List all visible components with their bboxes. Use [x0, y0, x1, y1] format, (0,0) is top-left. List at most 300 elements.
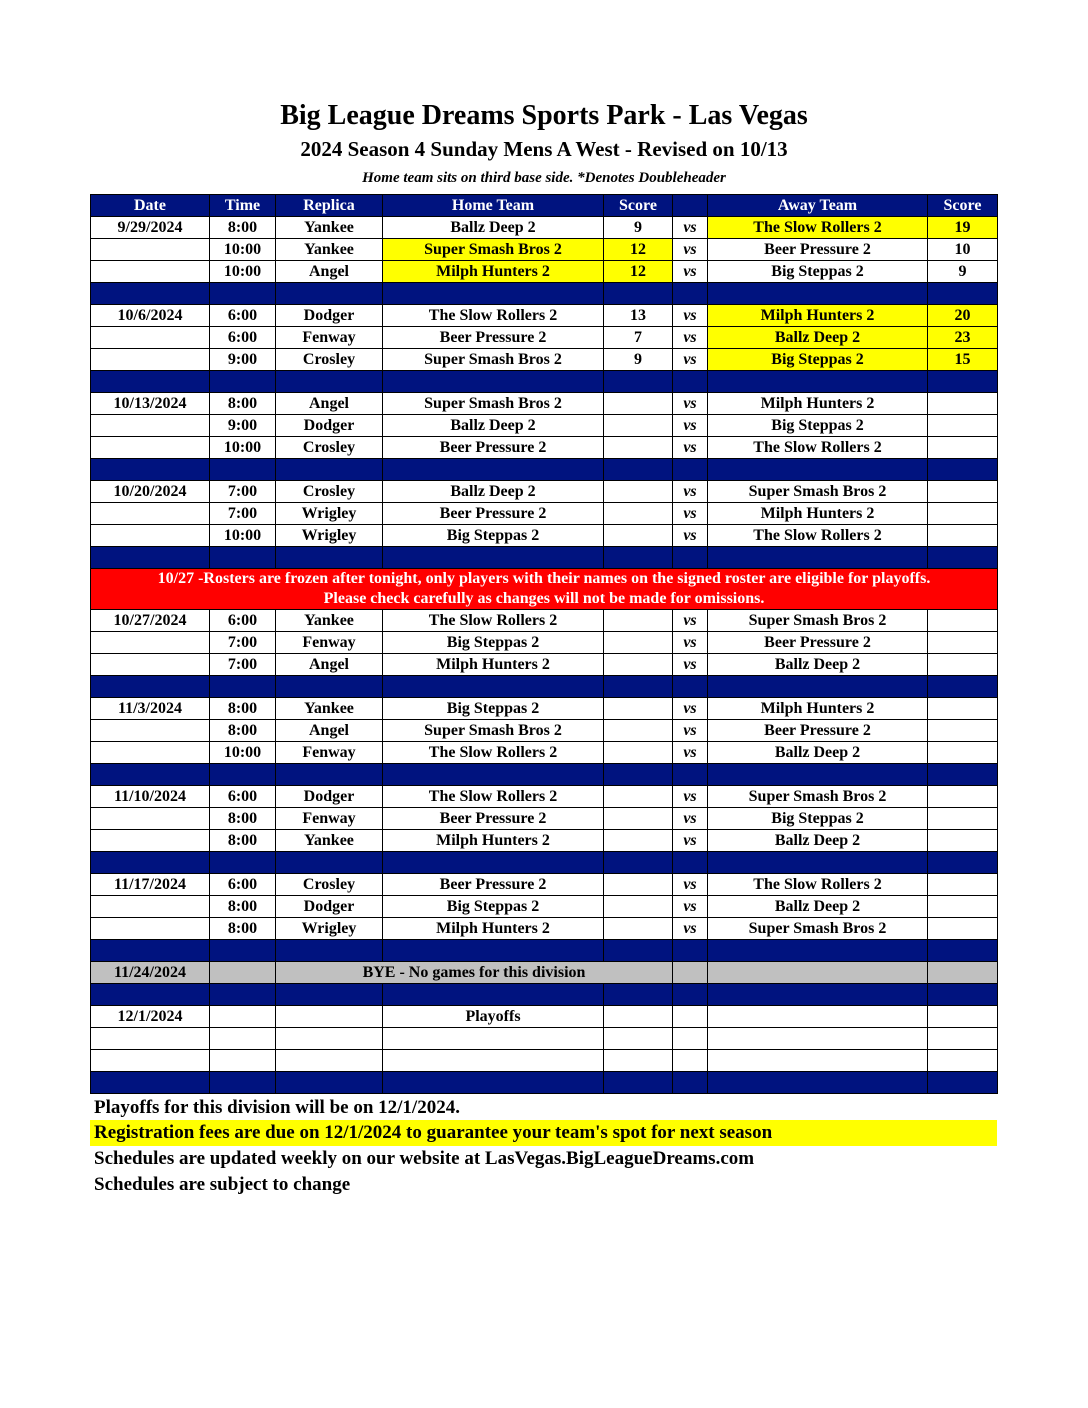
time-cell: 7:00 [210, 481, 276, 503]
empty-cell [928, 371, 998, 393]
away-score-cell [928, 437, 998, 459]
home-score-cell: 13 [604, 305, 673, 327]
home-score-cell [604, 896, 673, 918]
empty-cell [210, 1072, 276, 1094]
home-team-cell: Big Steppas 2 [383, 632, 604, 654]
week-separator-row [91, 676, 998, 698]
empty-cell [210, 283, 276, 305]
away-score-cell [928, 786, 998, 808]
vs-cell: vs [673, 437, 708, 459]
week-separator-row [91, 852, 998, 874]
away-score-cell: 9 [928, 261, 998, 283]
away-score-cell: 15 [928, 349, 998, 371]
empty-cell [91, 547, 210, 569]
vs-cell: vs [673, 217, 708, 239]
home-score-cell [604, 808, 673, 830]
empty-cell [928, 547, 998, 569]
empty-cell [383, 940, 604, 962]
home-score-cell [604, 503, 673, 525]
empty-cell [276, 371, 383, 393]
away-score-cell [928, 896, 998, 918]
time-cell: 8:00 [210, 896, 276, 918]
schedule-note: Home team sits on third base side. *Denotes Doubleheader [362, 170, 726, 186]
empty-cell [928, 962, 998, 984]
vs-cell: vs [673, 610, 708, 632]
vs-cell: vs [673, 808, 708, 830]
col-header-replica: Replica [276, 195, 383, 217]
vs-cell: vs [673, 632, 708, 654]
empty-cell [210, 1050, 276, 1072]
col-header-date: Date [91, 195, 210, 217]
week-separator-row [91, 371, 998, 393]
empty-cell [673, 283, 708, 305]
away-score-cell [928, 632, 998, 654]
empty-cell [673, 1072, 708, 1094]
home-team-cell: Big Steppas 2 [383, 896, 604, 918]
empty-cell [383, 764, 604, 786]
empty-cell [673, 764, 708, 786]
game-row [91, 239, 998, 261]
notice-line-1: 10/27 -Rosters are frozen after tonight, only players with their names on the signed roster are eligible for playoffs. [157, 570, 931, 587]
time-cell: 6:00 [210, 610, 276, 632]
away-team-cell: Milph Hunters 2 [708, 393, 928, 415]
home-score-cell [604, 698, 673, 720]
game-row [91, 481, 998, 503]
empty-cell [708, 1072, 928, 1094]
away-score-cell [928, 918, 998, 940]
change-note: Schedules are subject to change [94, 1174, 351, 1195]
blank-row [91, 1028, 998, 1050]
empty-cell [604, 1050, 673, 1072]
empty-cell [383, 459, 604, 481]
empty-cell [210, 1028, 276, 1050]
empty-cell [928, 940, 998, 962]
away-team-cell: Ballz Deep 2 [708, 654, 928, 676]
empty-cell [276, 547, 383, 569]
empty-cell [210, 984, 276, 1006]
replica-cell: Fenway [276, 632, 383, 654]
away-team-cell: The Slow Rollers 2 [708, 217, 928, 239]
date-cell: 10/13/2024 [91, 393, 210, 415]
date-cell [91, 896, 210, 918]
vs-cell: vs [673, 786, 708, 808]
away-team-cell: Beer Pressure 2 [708, 239, 928, 261]
empty-cell [673, 676, 708, 698]
empty-cell [276, 1006, 383, 1028]
date-cell: 11/24/2024 [91, 962, 210, 984]
date-cell: 11/17/2024 [91, 874, 210, 896]
empty-cell [673, 459, 708, 481]
empty-cell [708, 962, 928, 984]
home-team-cell: Super Smash Bros 2 [383, 393, 604, 415]
empty-cell [708, 1028, 928, 1050]
date-cell [91, 830, 210, 852]
playoffs-row [91, 1006, 998, 1028]
empty-cell [928, 852, 998, 874]
empty-cell [928, 984, 998, 1006]
time-cell: 8:00 [210, 918, 276, 940]
vs-cell: vs [673, 698, 708, 720]
replica-cell: Yankee [276, 239, 383, 261]
date-cell [91, 632, 210, 654]
game-row [91, 305, 998, 327]
empty-cell [91, 1050, 210, 1072]
time-cell: 8:00 [210, 393, 276, 415]
away-team-cell: Super Smash Bros 2 [708, 786, 928, 808]
date-cell: 10/20/2024 [91, 481, 210, 503]
away-score-cell [928, 503, 998, 525]
home-team-cell: Ballz Deep 2 [383, 217, 604, 239]
date-cell: 12/1/2024 [91, 1006, 210, 1028]
replica-cell: Yankee [276, 610, 383, 632]
away-score-cell: 10 [928, 239, 998, 261]
home-team-cell: Beer Pressure 2 [383, 874, 604, 896]
vs-cell: vs [673, 918, 708, 940]
empty-cell [91, 1028, 210, 1050]
game-row [91, 874, 998, 896]
replica-cell: Dodger [276, 786, 383, 808]
empty-cell [383, 1072, 604, 1094]
date-cell [91, 918, 210, 940]
game-row [91, 393, 998, 415]
home-team-cell: Milph Hunters 2 [383, 830, 604, 852]
home-team-cell: Super Smash Bros 2 [383, 349, 604, 371]
empty-cell [276, 1028, 383, 1050]
vs-cell: vs [673, 830, 708, 852]
away-team-cell: Super Smash Bros 2 [708, 481, 928, 503]
schedule-body [91, 217, 998, 1094]
empty-cell [928, 1072, 998, 1094]
replica-cell: Dodger [276, 896, 383, 918]
empty-cell [91, 676, 210, 698]
empty-cell [604, 283, 673, 305]
col-header-vs [673, 195, 708, 217]
home-score-cell: 9 [604, 349, 673, 371]
registration-note: Registration fees are due on 12/1/2024 to guarantee your team's spot for next season [90, 1120, 997, 1146]
empty-cell [383, 1050, 604, 1072]
time-cell: 10:00 [210, 239, 276, 261]
time-cell: 6:00 [210, 327, 276, 349]
away-team-cell: Ballz Deep 2 [708, 830, 928, 852]
empty-cell [210, 852, 276, 874]
date-cell [91, 808, 210, 830]
home-score-cell [604, 742, 673, 764]
empty-cell [928, 283, 998, 305]
empty-cell [673, 547, 708, 569]
empty-cell [673, 1006, 708, 1028]
time-cell: 9:00 [210, 349, 276, 371]
empty-cell [210, 371, 276, 393]
empty-cell [210, 1006, 276, 1028]
empty-cell [276, 764, 383, 786]
empty-cell [673, 940, 708, 962]
week-separator-row [91, 940, 998, 962]
time-cell: 9:00 [210, 415, 276, 437]
week-separator-row [91, 984, 998, 1006]
notice-line-2: Please check carefully as changes will not be made for omissions. [323, 590, 765, 607]
home-team-cell: Beer Pressure 2 [383, 327, 604, 349]
empty-cell [383, 852, 604, 874]
date-cell: 9/29/2024 [91, 217, 210, 239]
away-score-cell [928, 610, 998, 632]
empty-cell [708, 940, 928, 962]
replica-cell: Crosley [276, 481, 383, 503]
time-cell: 6:00 [210, 786, 276, 808]
home-score-cell [604, 415, 673, 437]
empty-cell [928, 676, 998, 698]
empty-cell [708, 676, 928, 698]
home-score-cell [604, 654, 673, 676]
empty-cell [210, 962, 276, 984]
week-separator-row [91, 764, 998, 786]
home-team-cell: The Slow Rollers 2 [383, 305, 604, 327]
empty-cell [604, 1072, 673, 1094]
empty-cell [91, 371, 210, 393]
time-cell: 10:00 [210, 742, 276, 764]
col-header-time: Time [210, 195, 276, 217]
time-cell: 8:00 [210, 808, 276, 830]
away-score-cell [928, 415, 998, 437]
website-note: Schedules are updated weekly on our website at LasVegas.BigLeagueDreams.com [94, 1148, 755, 1169]
away-team-cell: Milph Hunters 2 [708, 305, 928, 327]
away-score-cell [928, 393, 998, 415]
vs-cell: vs [673, 415, 708, 437]
home-team-cell: Super Smash Bros 2 [383, 720, 604, 742]
away-team-cell: Big Steppas 2 [708, 808, 928, 830]
away-team-cell: Beer Pressure 2 [708, 632, 928, 654]
vs-cell: vs [673, 481, 708, 503]
away-score-cell: 19 [928, 217, 998, 239]
game-row [91, 720, 998, 742]
empty-cell [673, 1050, 708, 1072]
away-team-cell: Ballz Deep 2 [708, 896, 928, 918]
date-cell [91, 415, 210, 437]
away-team-cell: Super Smash Bros 2 [708, 610, 928, 632]
empty-cell [383, 984, 604, 1006]
empty-cell [708, 283, 928, 305]
home-score-cell: 12 [604, 239, 673, 261]
date-cell: 11/3/2024 [91, 698, 210, 720]
replica-cell: Yankee [276, 830, 383, 852]
time-cell: 7:00 [210, 503, 276, 525]
home-score-cell [604, 610, 673, 632]
empty-cell [673, 371, 708, 393]
empty-cell [91, 984, 210, 1006]
vs-cell: vs [673, 327, 708, 349]
empty-cell [91, 940, 210, 962]
vs-cell: vs [673, 525, 708, 547]
replica-cell: Angel [276, 393, 383, 415]
home-team-cell: Milph Hunters 2 [383, 261, 604, 283]
empty-cell [708, 984, 928, 1006]
home-score-cell: 9 [604, 217, 673, 239]
vs-cell: vs [673, 393, 708, 415]
empty-cell [210, 940, 276, 962]
empty-cell [708, 547, 928, 569]
date-cell [91, 720, 210, 742]
empty-cell [210, 459, 276, 481]
date-cell [91, 349, 210, 371]
empty-cell [276, 676, 383, 698]
date-cell [91, 327, 210, 349]
empty-cell [276, 984, 383, 1006]
vs-cell: vs [673, 896, 708, 918]
home-team-cell: Big Steppas 2 [383, 525, 604, 547]
page-subtitle: 2024 Season 4 Sunday Mens A West - Revised on 10/13 [300, 137, 788, 161]
game-row [91, 261, 998, 283]
empty-cell [210, 676, 276, 698]
home-score-cell [604, 437, 673, 459]
away-score-cell [928, 654, 998, 676]
time-cell: 10:00 [210, 525, 276, 547]
empty-cell [673, 1028, 708, 1050]
roster-freeze-notice [91, 569, 998, 610]
game-row [91, 786, 998, 808]
week-separator-row [91, 283, 998, 305]
home-score-cell [604, 481, 673, 503]
game-row [91, 415, 998, 437]
vs-cell: vs [673, 720, 708, 742]
empty-cell [383, 676, 604, 698]
away-team-cell: Big Steppas 2 [708, 415, 928, 437]
game-row [91, 217, 998, 239]
game-row [91, 503, 998, 525]
date-cell [91, 437, 210, 459]
replica-cell: Fenway [276, 327, 383, 349]
home-score-cell [604, 918, 673, 940]
date-cell: 11/10/2024 [91, 786, 210, 808]
replica-cell: Wrigley [276, 918, 383, 940]
empty-cell [383, 371, 604, 393]
home-score-cell [604, 786, 673, 808]
away-team-cell: The Slow Rollers 2 [708, 874, 928, 896]
game-row [91, 525, 998, 547]
vs-cell: vs [673, 654, 708, 676]
empty-cell [210, 547, 276, 569]
away-team-cell: Beer Pressure 2 [708, 720, 928, 742]
replica-cell: Angel [276, 720, 383, 742]
empty-cell [708, 1006, 928, 1028]
time-cell: 6:00 [210, 874, 276, 896]
away-team-cell: The Slow Rollers 2 [708, 525, 928, 547]
empty-cell [276, 940, 383, 962]
away-score-cell [928, 742, 998, 764]
home-score-cell: 7 [604, 327, 673, 349]
empty-cell [604, 764, 673, 786]
notice-cell [91, 569, 998, 610]
date-cell [91, 654, 210, 676]
game-row [91, 918, 998, 940]
home-score-cell [604, 720, 673, 742]
game-row [91, 632, 998, 654]
empty-cell [604, 547, 673, 569]
away-team-cell: Big Steppas 2 [708, 261, 928, 283]
empty-cell [604, 940, 673, 962]
away-score-cell: 20 [928, 305, 998, 327]
date-cell [91, 742, 210, 764]
date-cell [91, 525, 210, 547]
time-cell: 7:00 [210, 654, 276, 676]
playoffs-note: Playoffs for this division will be on 12/1/2024. [94, 1097, 460, 1118]
empty-cell [276, 459, 383, 481]
week-separator-row [91, 547, 998, 569]
home-score-cell [604, 632, 673, 654]
away-score-cell [928, 698, 998, 720]
away-team-cell: Milph Hunters 2 [708, 698, 928, 720]
col-header-away-team: Away Team [708, 195, 928, 217]
vs-cell: vs [673, 742, 708, 764]
away-score-cell [928, 481, 998, 503]
page-title: Big League Dreams Sports Park - Las Vegas [280, 100, 808, 131]
game-row [91, 437, 998, 459]
bye-row [91, 962, 998, 984]
home-team-cell: Beer Pressure 2 [383, 503, 604, 525]
away-team-cell: The Slow Rollers 2 [708, 437, 928, 459]
table-header-row [91, 195, 998, 217]
empty-cell [708, 1050, 928, 1072]
time-cell: 8:00 [210, 698, 276, 720]
empty-cell [276, 283, 383, 305]
empty-cell [91, 459, 210, 481]
time-cell: 8:00 [210, 217, 276, 239]
date-cell [91, 261, 210, 283]
away-score-cell: 23 [928, 327, 998, 349]
playoffs-label: Playoffs [383, 1006, 604, 1028]
replica-cell: Crosley [276, 349, 383, 371]
col-header-away-score: Score [928, 195, 998, 217]
bye-text: BYE - No games for this division [276, 962, 673, 984]
game-row [91, 698, 998, 720]
empty-cell [604, 1028, 673, 1050]
replica-cell: Angel [276, 261, 383, 283]
replica-cell: Dodger [276, 305, 383, 327]
away-team-cell: Milph Hunters 2 [708, 503, 928, 525]
replica-cell: Crosley [276, 437, 383, 459]
home-score-cell [604, 874, 673, 896]
time-cell: 10:00 [210, 261, 276, 283]
time-cell: 8:00 [210, 830, 276, 852]
replica-cell: Wrigley [276, 525, 383, 547]
empty-cell [91, 764, 210, 786]
empty-cell [673, 852, 708, 874]
empty-cell [604, 676, 673, 698]
home-score-cell [604, 393, 673, 415]
home-score-cell: 12 [604, 261, 673, 283]
home-team-cell: Big Steppas 2 [383, 698, 604, 720]
empty-cell [604, 371, 673, 393]
empty-cell [276, 1072, 383, 1094]
away-score-cell [928, 808, 998, 830]
time-cell: 8:00 [210, 720, 276, 742]
empty-cell [383, 1028, 604, 1050]
empty-cell [928, 459, 998, 481]
home-team-cell: Beer Pressure 2 [383, 437, 604, 459]
empty-cell [708, 764, 928, 786]
empty-cell [604, 852, 673, 874]
home-team-cell: The Slow Rollers 2 [383, 742, 604, 764]
vs-cell: vs [673, 349, 708, 371]
empty-cell [928, 764, 998, 786]
empty-cell [91, 852, 210, 874]
home-team-cell: Milph Hunters 2 [383, 654, 604, 676]
game-row [91, 742, 998, 764]
time-cell: 10:00 [210, 437, 276, 459]
away-team-cell: Ballz Deep 2 [708, 742, 928, 764]
game-row [91, 349, 998, 371]
empty-cell [604, 984, 673, 1006]
replica-cell: Yankee [276, 217, 383, 239]
game-row [91, 808, 998, 830]
